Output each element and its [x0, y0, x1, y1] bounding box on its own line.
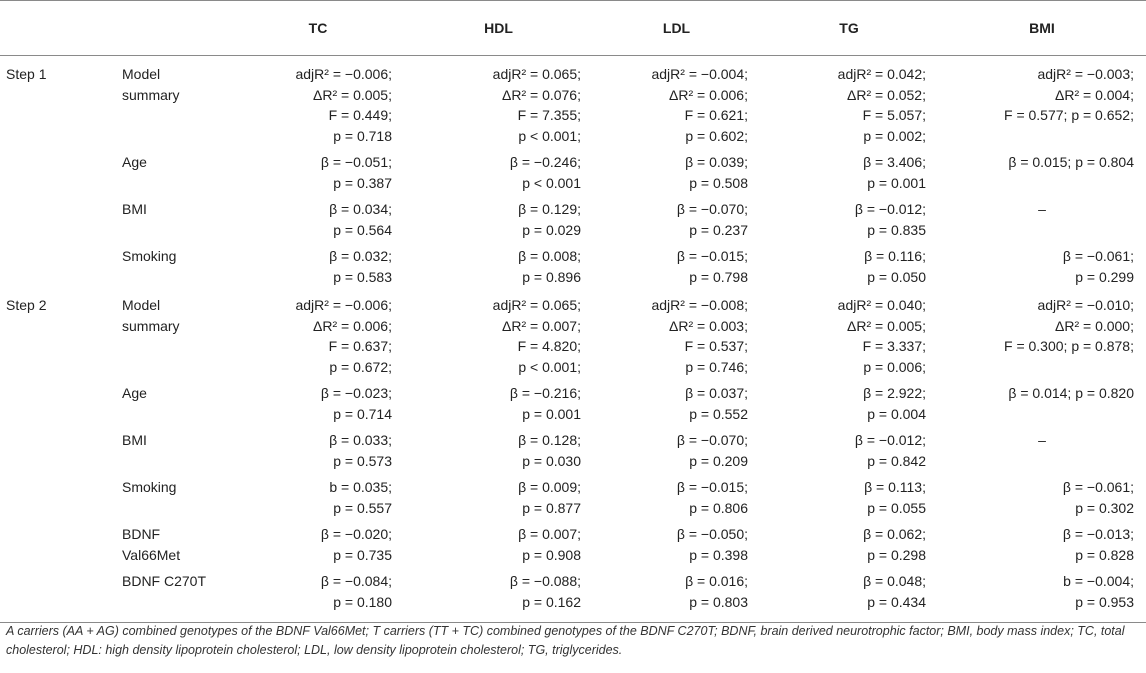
header-hdl: HDL [404, 1, 593, 56]
value-line: β = 0.037; [685, 385, 748, 401]
value-line: p = 0.398 [689, 546, 748, 563]
value-cell-ldl [593, 518, 760, 565]
value-cell-ldl [593, 377, 760, 424]
value-line: p = 0.029 [522, 221, 581, 238]
value-cell-ldl [593, 193, 760, 240]
step-label [0, 518, 112, 565]
value-cell-bmi [938, 377, 1146, 424]
step-label [0, 146, 112, 193]
value-cell-ldl [593, 56, 760, 147]
value-cell-bmi [938, 146, 1146, 193]
value-line: p = 0.050 [867, 268, 926, 285]
value-line: β = 0.039; [685, 154, 748, 170]
value-line: p = 0.387 [333, 174, 392, 191]
value-cell-hdl [404, 471, 593, 518]
value-line: – [1038, 201, 1046, 217]
value-line: ΔR² = 0.005; [312, 86, 392, 103]
value-cell-bmi [938, 565, 1146, 623]
value-cell-tg [760, 518, 938, 565]
value-cell-tc [232, 287, 404, 377]
variable-label-line: BDNF C270T [122, 573, 207, 589]
value-line: adjR² = −0.006; [295, 66, 392, 82]
value-line: adjR² = 0.065; [492, 66, 581, 82]
value-cell-hdl [404, 424, 593, 471]
value-line: p = 0.718 [333, 127, 392, 144]
value-line: adjR² = −0.010; [1037, 297, 1134, 313]
value-line: ΔR² = 0.003; [668, 317, 748, 334]
value-line: p = 0.714 [333, 405, 392, 422]
value-line: F = 5.057; [862, 107, 926, 123]
value-line: p = 0.508 [689, 174, 748, 191]
value-line: β = 0.032; [329, 248, 392, 264]
value-cell-tc [232, 518, 404, 565]
value-line: F = 0.537; [684, 338, 748, 354]
variable-label [112, 471, 232, 518]
value-line: p = 0.806 [689, 499, 748, 516]
table-header [0, 1, 1146, 56]
value-cell-hdl [404, 518, 593, 565]
table-row [0, 146, 1146, 193]
value-cell-hdl [404, 56, 593, 147]
value-line: p = 0.299 [1075, 268, 1134, 285]
value-cell-hdl [404, 193, 593, 240]
value-line: β = 0.129; [518, 201, 581, 217]
value-line: p < 0.001; [518, 127, 581, 144]
value-cell-ldl [593, 565, 760, 623]
value-line: β = 0.014; p = 0.820 [1008, 385, 1134, 401]
value-cell-hdl [404, 287, 593, 377]
value-line: β = 0.116; [864, 248, 926, 264]
value-line: p = 0.746; [685, 358, 748, 375]
header-bmi: BMI [938, 1, 1146, 56]
value-cell-tg [760, 287, 938, 377]
step-label: Step 1 [6, 66, 47, 82]
value-line: β = 0.009; [518, 479, 581, 495]
value-cell-tc [232, 424, 404, 471]
value-cell-tg [760, 240, 938, 287]
value-cell-tg [760, 377, 938, 424]
step-label: Step 2 [6, 297, 47, 313]
table-footnote: A carriers (AA + AG) combined genotypes of the BDNF Val66Met; T carriers (TT + TC) combined genotypes of the BDNF C270T; BDNF, brain derived neurotrophic factor; BMI, body mass index; TC, total cholesterol; HDL: high density lipoprotein cholesterol; LDL, low density lipoprotein cholesterol; TG, triglycerides. [6, 624, 1125, 657]
value-cell-tc [232, 240, 404, 287]
value-cell-tg [760, 565, 938, 623]
value-cell-ldl [593, 424, 760, 471]
value-line: ΔR² = 0.005; [846, 317, 926, 334]
value-line: b = −0.004; [1063, 573, 1134, 589]
table-row [0, 240, 1146, 287]
value-line: β = 2.922; [863, 385, 926, 401]
value-line: β = −0.012; [854, 432, 926, 448]
variable-label [112, 377, 232, 424]
value-cell-tg [760, 471, 938, 518]
value-line: p = 0.006; [863, 358, 926, 375]
value-line: p = 0.209 [689, 452, 748, 469]
variable-label-line: Model [122, 66, 161, 82]
value-line: p = 0.298 [867, 546, 926, 563]
variable-label [112, 240, 232, 287]
value-line: ΔR² = 0.052; [846, 86, 926, 103]
step-label [0, 565, 112, 623]
value-line: β = −0.070; [676, 201, 748, 217]
table-row [0, 565, 1146, 623]
value-line: β = 0.034; [329, 201, 392, 217]
value-line: β = −0.013; [1062, 526, 1134, 542]
value-line: p = 0.835 [867, 221, 926, 238]
value-cell-bmi [938, 287, 1146, 377]
value-line: β = −0.051; [320, 154, 392, 170]
variable-label [112, 193, 232, 240]
value-line: p = 0.162 [522, 593, 581, 610]
variable-label [112, 287, 232, 377]
value-line: adjR² = −0.003; [1037, 66, 1134, 82]
value-line: β = 0.016; [685, 573, 748, 589]
table-row [0, 56, 1146, 147]
value-line: p = 0.735 [333, 546, 392, 563]
value-line: p = 0.798 [689, 268, 748, 285]
value-line: adjR² = 0.042; [837, 66, 926, 82]
value-cell-ldl [593, 471, 760, 518]
variable-label [112, 146, 232, 193]
table-row [0, 287, 1146, 377]
table-row [0, 424, 1146, 471]
value-line: F = 0.577; p = 0.652; [1004, 107, 1134, 123]
variable-label [112, 565, 232, 623]
header-variable [112, 1, 232, 56]
step-label [0, 471, 112, 518]
table-row [0, 471, 1146, 518]
value-line: β = −0.246; [509, 154, 581, 170]
value-line: p = 0.842 [867, 452, 926, 469]
value-line: p = 0.953 [1075, 593, 1134, 610]
value-line: β = −0.061; [1062, 248, 1134, 264]
value-line: ΔR² = 0.007; [501, 317, 581, 334]
value-line: β = −0.012; [854, 201, 926, 217]
variable-label-line: Age [122, 154, 147, 170]
value-line: p = 0.004 [867, 405, 926, 422]
value-line: p = 0.030 [522, 452, 581, 469]
value-cell-hdl [404, 240, 593, 287]
value-line: p = 0.302 [1075, 499, 1134, 516]
step-label [0, 377, 112, 424]
value-line: p = 0.237 [689, 221, 748, 238]
value-line: adjR² = −0.006; [295, 297, 392, 313]
variable-label-line: Smoking [122, 479, 177, 495]
header-row [0, 1, 1146, 56]
value-line: F = 3.337; [862, 338, 926, 354]
variable-label-line: Val66Met [122, 546, 181, 563]
variable-label-line: Model [122, 297, 161, 313]
header-step [0, 1, 112, 56]
value-line: p = 0.803 [689, 593, 748, 610]
value-cell-bmi [938, 193, 1146, 240]
value-cell-tg [760, 56, 938, 147]
value-line: adjR² = 0.065; [492, 297, 581, 313]
header-ldl: LDL [593, 1, 760, 56]
variable-label-line: summary [122, 86, 180, 103]
value-line: p = 0.552 [689, 405, 748, 422]
value-line: – [1038, 432, 1046, 448]
value-line: β = 0.113; [864, 479, 926, 495]
value-line: ΔR² = 0.006; [668, 86, 748, 103]
value-cell-hdl [404, 565, 593, 623]
value-line: p = 0.002; [863, 127, 926, 144]
value-cell-bmi [938, 240, 1146, 287]
value-line: p = 0.583 [333, 268, 392, 285]
value-line: β = −0.088; [509, 573, 581, 589]
value-cell-tc [232, 56, 404, 147]
variable-label [112, 518, 232, 565]
value-cell-tc [232, 565, 404, 623]
value-line: F = 7.355; [517, 107, 581, 123]
variable-label [112, 56, 232, 147]
variable-label-line: Smoking [122, 248, 177, 264]
value-line: β = −0.070; [676, 432, 748, 448]
table-row [0, 193, 1146, 240]
value-line: ΔR² = 0.004; [1054, 86, 1134, 103]
value-line: β = 3.406; [863, 154, 926, 170]
value-cell-tc [232, 146, 404, 193]
value-cell-ldl [593, 240, 760, 287]
value-line: β = −0.015; [676, 479, 748, 495]
value-line: p = 0.896 [522, 268, 581, 285]
value-line: ΔR² = 0.000; [1054, 317, 1134, 334]
value-line: β = 0.008; [518, 248, 581, 264]
value-cell-ldl [593, 146, 760, 193]
value-cell-tc [232, 377, 404, 424]
table-row [0, 518, 1146, 565]
variable-label-line: BMI [122, 201, 147, 217]
value-line: β = 0.048; [863, 573, 926, 589]
value-line: adjR² = −0.008; [651, 297, 748, 313]
value-line: β = 0.033; [329, 432, 392, 448]
value-line: p = 0.001 [867, 174, 926, 191]
value-cell-bmi [938, 518, 1146, 565]
value-line: b = 0.035; [329, 479, 392, 495]
value-line: p = 0.055 [867, 499, 926, 516]
variable-label-line: summary [122, 317, 180, 334]
value-line: β = 0.128; [518, 432, 581, 448]
value-line: F = 0.637; [328, 338, 392, 354]
value-line: p = 0.557 [333, 499, 392, 516]
value-cell-hdl [404, 377, 593, 424]
value-line: adjR² = 0.040; [837, 297, 926, 313]
value-line: p = 0.908 [522, 546, 581, 563]
value-cell-tg [760, 146, 938, 193]
value-line: p = 0.573 [333, 452, 392, 469]
value-cell-bmi [938, 424, 1146, 471]
value-line: β = −0.050; [676, 526, 748, 542]
value-cell-bmi [938, 56, 1146, 147]
value-line: p < 0.001 [522, 174, 581, 191]
value-line: β = −0.023; [320, 385, 392, 401]
header-tc: TC [232, 1, 404, 56]
step-label [0, 240, 112, 287]
value-line: p < 0.001; [518, 358, 581, 375]
step-label [0, 193, 112, 240]
value-cell-tc [232, 471, 404, 518]
table-body [0, 56, 1146, 623]
value-line: F = 0.449; [328, 107, 392, 123]
value-line: p = 0.564 [333, 221, 392, 238]
value-line: p = 0.001 [522, 405, 581, 422]
value-cell-hdl [404, 146, 593, 193]
variable-label-line: BMI [122, 432, 147, 448]
value-line: β = −0.084; [320, 573, 392, 589]
variable-label-line: Age [122, 385, 147, 401]
value-line: β = 0.007; [518, 526, 581, 542]
value-line: p = 0.434 [867, 593, 926, 610]
value-line: F = 4.820; [517, 338, 581, 354]
variable-label-line: BDNF [122, 526, 161, 542]
value-line: β = −0.015; [676, 248, 748, 264]
value-line: β = −0.061; [1062, 479, 1134, 495]
value-cell-tg [760, 424, 938, 471]
step-label [0, 424, 112, 471]
value-cell-bmi [938, 471, 1146, 518]
value-line: adjR² = −0.004; [651, 66, 748, 82]
value-line: β = −0.216; [509, 385, 581, 401]
variable-label [112, 424, 232, 471]
value-line: F = 0.621; [684, 107, 748, 123]
value-line: F = 0.300; p = 0.878; [1004, 338, 1134, 354]
value-line: β = 0.062; [863, 526, 926, 542]
value-cell-ldl [593, 287, 760, 377]
value-line: p = 0.828 [1075, 546, 1134, 563]
value-line: p = 0.877 [522, 499, 581, 516]
table-row [0, 377, 1146, 424]
value-line: p = 0.672; [329, 358, 392, 375]
value-line: ΔR² = 0.006; [312, 317, 392, 334]
value-cell-tg [760, 193, 938, 240]
value-line: β = 0.015; p = 0.804 [1008, 154, 1134, 170]
value-line: p = 0.602; [685, 127, 748, 144]
value-line: p = 0.180 [333, 593, 392, 610]
header-tg: TG [760, 1, 938, 56]
value-line: β = −0.020; [320, 526, 392, 542]
value-cell-tc [232, 193, 404, 240]
value-line: ΔR² = 0.076; [501, 86, 581, 103]
